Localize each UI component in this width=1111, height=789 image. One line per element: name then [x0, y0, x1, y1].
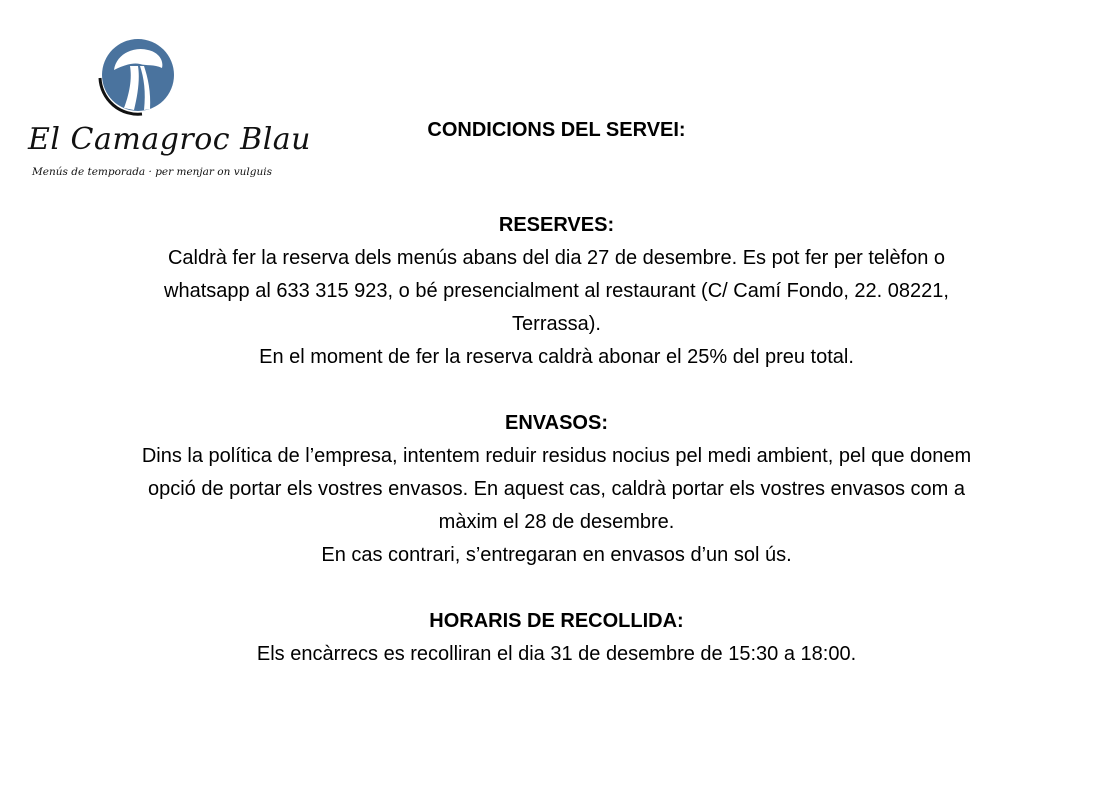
- section-line: En el moment de fer la reserva caldrà abonar el 25% del preu total.: [259, 346, 854, 368]
- document-body: [20, 114, 1093, 671]
- section-line: Dins la política de l’empresa, intentem reduir residus nocius pel medi ambient, pel que donem: [141, 445, 972, 467]
- page-title: CONDICIONS DEL SERVEI:: [427, 119, 686, 141]
- section-heading: ENVASOS:: [505, 412, 608, 434]
- section-reserves: [20, 209, 1093, 374]
- section-line: Els encàrrecs es recolliran el dia 31 de desembre de 15:30 a 18:00.: [256, 643, 857, 665]
- section-heading: HORARIS DE RECOLLIDA:: [429, 610, 684, 632]
- section-line: En cas contrari, s’entregaran en envasos d’un sol ús.: [321, 544, 792, 566]
- brand-name: El Camagroc Blau: [28, 122, 311, 157]
- section-envasos: [20, 407, 1093, 572]
- section-line: Caldrà fer la reserva dels menús abans del dia 27 de desembre. Es pot fer per telèfon o: [167, 247, 946, 269]
- section-heading: RESERVES:: [498, 214, 615, 236]
- section-line: opció de portar els vostres envasos. En aquest cas, caldrà portar els vostres envasos com a: [147, 478, 966, 500]
- section-horaris: [20, 605, 1093, 671]
- mushroom-icon: [90, 30, 180, 120]
- section-line: whatsapp al 633 315 923, o bé presencialment al restaurant (C/ Camí Fondo, 22. 08221,: [164, 280, 949, 302]
- section-line: màxim el 28 de desembre.: [438, 511, 675, 533]
- section-line: Terrassa).: [512, 313, 601, 335]
- brand-tagline: Menús de temporada · per menjar on vulguis: [32, 166, 272, 178]
